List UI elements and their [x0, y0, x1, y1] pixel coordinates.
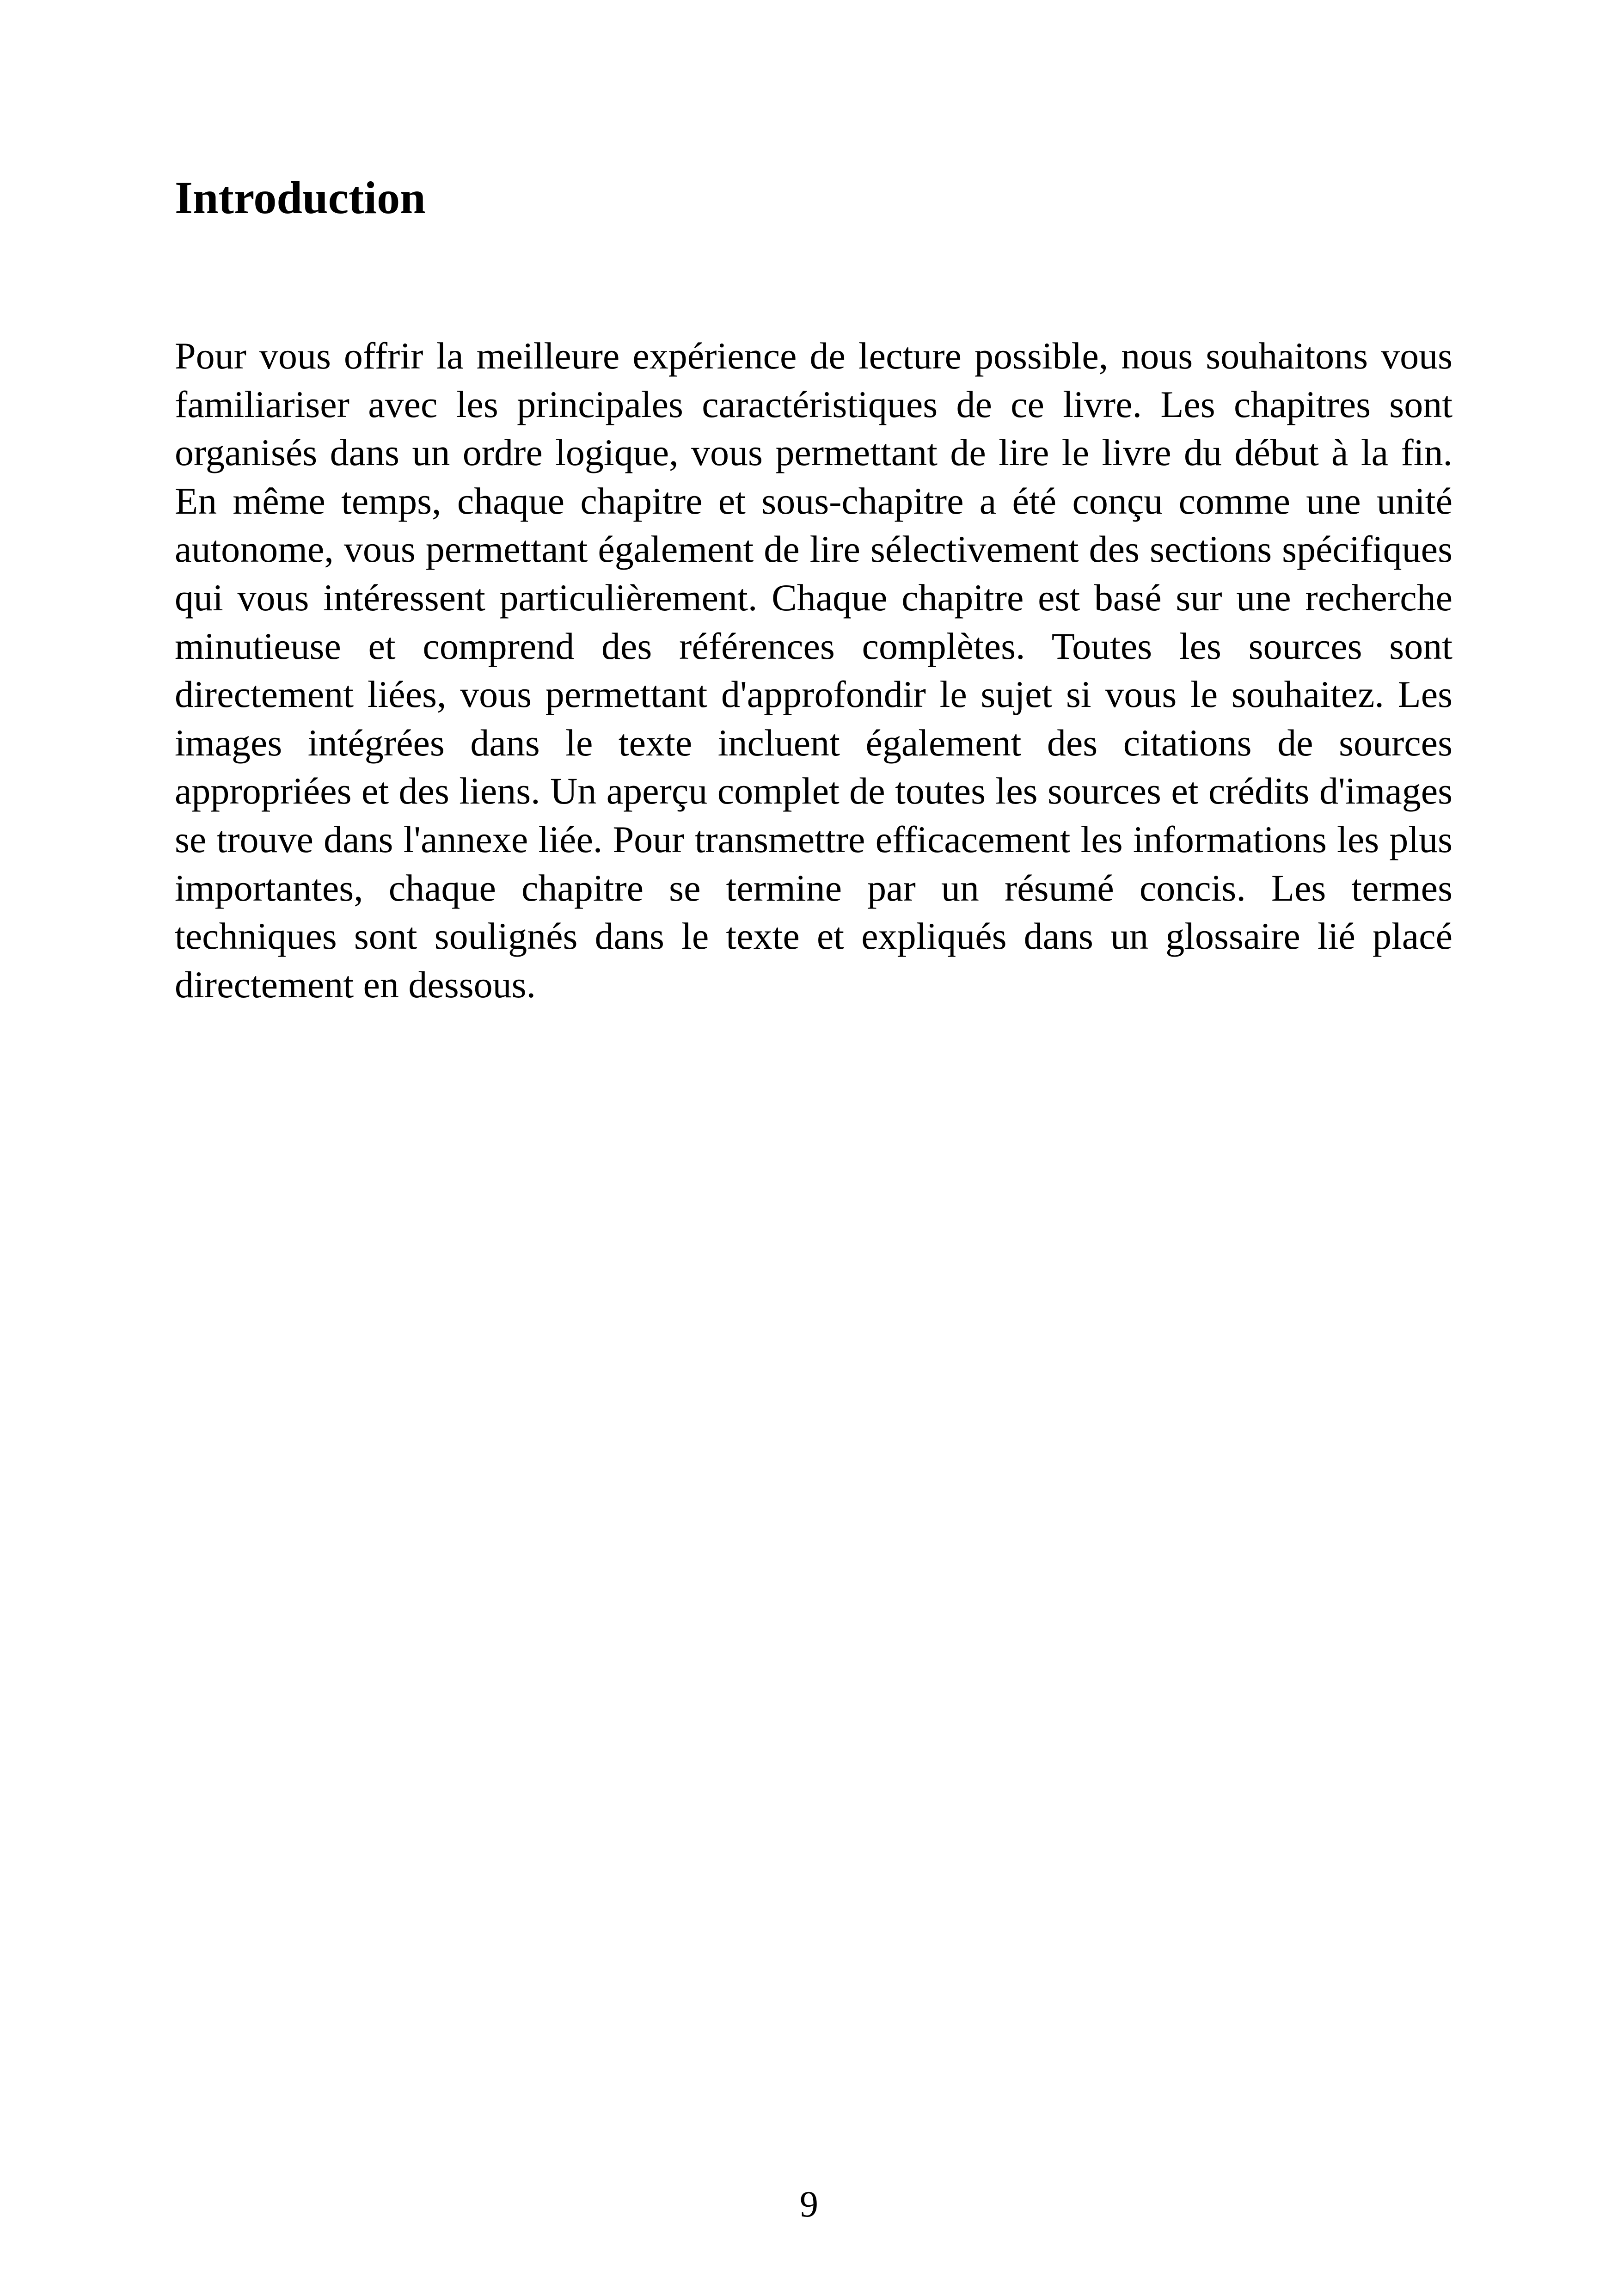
section-heading: Introduction	[175, 172, 426, 223]
page-number: 9	[800, 2184, 818, 2225]
body-paragraph: Pour vous offrir la meilleure expérience de lecture possible, nous souhaitons vous familiariser avec les principales caractéristiques de ce livre. Les chapitres sont organisés dans un ordre logique, vous permettant de lire le livre du début à la fin. En même temps, chaque chapitre et sous-chapitre a été conçu comme une unité autonome, vous permettant également de lire sélectivement des sections spécifiques qui vous intéressent particulièrement. Chaque chapitre est basé sur une recherche minutieuse et comprend des références complètes. Toutes les sources sont directement liées, vous permettant d'approfondir le sujet si vous le souhaitez. Les images intégrées dans le texte incluent également des citations de sources appropriées et des liens. Un aperçu complet de toutes les sources et crédits d'images se trouve dans l'annexe liée. Pour transmettre efficacement les informations les plus importantes, chaque chapitre se termine par un résumé concis. Les termes techniques sont soulignés dans le texte et expliqués dans un glossaire lié placé directement en dessous.	[175, 335, 1453, 1006]
